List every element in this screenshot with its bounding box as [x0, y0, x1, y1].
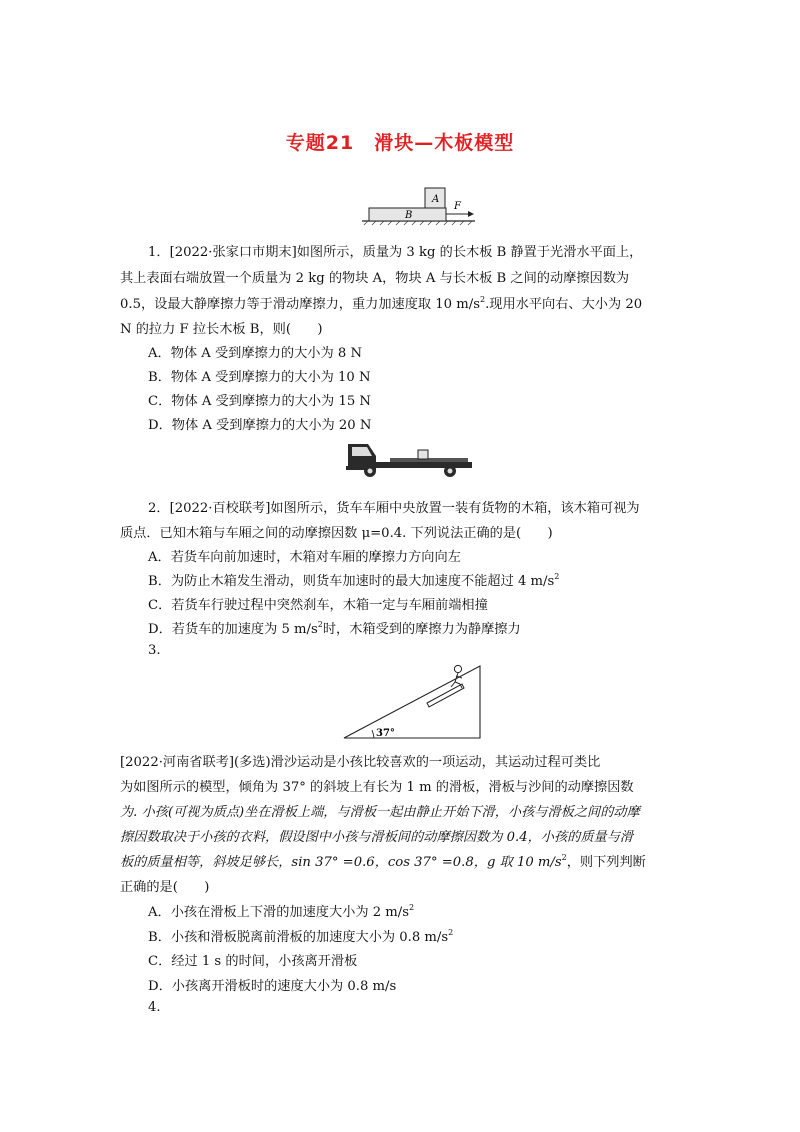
angle-label: 37° [376, 728, 395, 739]
q3-line2: 为如图所示的模型，倾角为 37° 的斜坡上有长为 1 m 的滑板，滑板与沙间的动摩擦因数 [120, 780, 634, 795]
truck-figure [340, 436, 475, 478]
q1-line1: 1．[2022·张家口市期末]如图所示，质量为 3 kg 的长木板 B 静置于光滑水平面上， [148, 245, 643, 260]
q3-line5: 板的质量相等，斜坡足够长，sin 37° =0.6，cos 37° =0.8，g 取 10 $m/s^2$，则下列判断 [120, 853, 646, 870]
q3-option-a: A．小孩在滑板上下滑的加速度大小为 2 $m/s^2$ [148, 903, 415, 920]
q1-line2: 其上表面右端放置一个质量为 2 kg 的物块 A，物块 A 与长木板 B 之间的动摩擦因数为 [120, 271, 630, 286]
q2-option-b: B．为防止木箱发生滑动，则货车加速时的最大加速度不能超过 4 $m/s^2$ [148, 572, 560, 589]
q1-option-b: B．物体 A 受到摩擦力的大小为 10 N [148, 370, 371, 385]
q3-option-c: C．经过 1 s 的时间，小孩离开滑板 [148, 954, 358, 969]
q3-line1: [2022·河南省联考](多选)滑沙运动是小孩比较喜欢的一项运动，其运动过程可类比 [120, 755, 601, 770]
page-title: 专题21 滑块—木板模型 [285, 132, 515, 154]
q2-option-d: D．若货车的加速度为 5 $m/s^2$时，木箱受到的摩擦力为静摩擦力 [148, 620, 521, 637]
q3-option-d: D．小孩离开滑板时的速度大小为 0.8 m/s [148, 979, 397, 994]
q1-option-a: A．物体 A 受到摩擦力的大小为 8 N [148, 346, 362, 361]
q2-line2: 质点．已知木箱与车厢之间的动摩擦因数 μ=0.4. 下列说法正确的是( ) [120, 526, 553, 541]
q1-line3: 0.5，设最大静摩擦力等于滑动摩擦力，重力加速度取 10 $m/s^2$.现用水平向右、大小为 20 [120, 295, 643, 312]
slope-figure [338, 660, 488, 742]
block-board-figure [360, 184, 480, 226]
q2-line1: 2．[2022·百校联考]如图所示，货车车厢中央放置一装有货物的木箱，该木箱可视为 [148, 501, 640, 516]
label-a: A [432, 194, 440, 205]
q3-line3: 为. 小孩(可视为质点)坐在滑板上端，与滑板一起由静止开始下滑，小孩与滑板之间的动摩 [120, 805, 640, 820]
label-b: B [405, 210, 413, 221]
q3-number: 3. [148, 643, 161, 658]
q1-line4: N 的拉力 F 拉长木板 B，则( ) [120, 322, 323, 337]
q2-option-a: A．若货车向前加速时，木箱对车厢的摩擦力方向向左 [148, 550, 461, 565]
q1-option-d: D．物体 A 受到摩擦力的大小为 20 N [148, 418, 372, 433]
q4-number: 4. [148, 1000, 161, 1015]
q3-line4: 擦因数取决于小孩的衣料，假设图中小孩与滑板间的动摩擦因数为 0.4，小孩的质量与滑 [120, 830, 634, 845]
q2-option-c: C．若货车行驶过程中突然刹车，木箱一定与车厢前端相撞 [148, 598, 488, 613]
label-f: F [454, 201, 461, 212]
q3-line6: 正确的是( ) [120, 880, 210, 895]
q3-option-b: B．小孩和滑板脱离前滑板的加速度大小为 0.8 $m/s^2$ [148, 928, 454, 945]
q1-option-c: C．物体 A 受到摩擦力的大小为 15 N [148, 394, 371, 409]
